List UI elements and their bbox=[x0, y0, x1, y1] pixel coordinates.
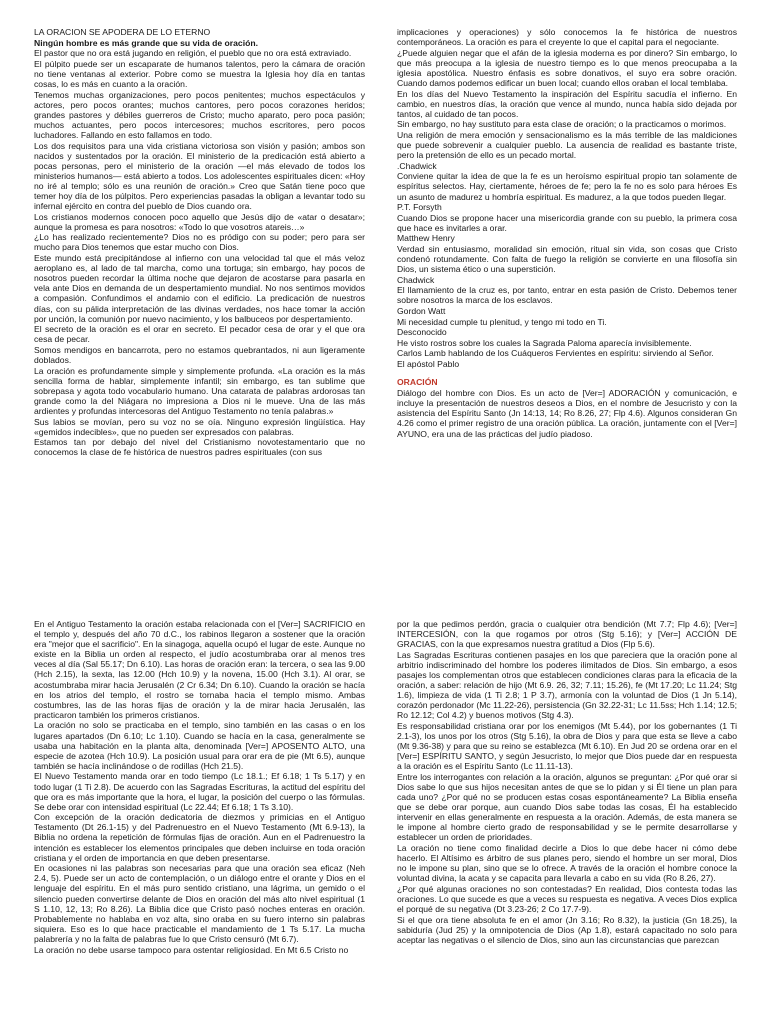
paragraph: Diálogo del hombre con Dios. Es un acto de [Ver=] ADORACIÓN y comunicación, e incluye la presentación de nuestros deseos a Dios, en el nombre de Jesucristo y con la asistencia del Espíritu Santo (Jn 14:13, 14; Ro 8.26, 27; Flp 4.6). Algunos consideran Gn 4.26 como el primer registro de una oración pública. La oración, juntamente con el [Ver=] AYUNO, era una de las prácticas del judío piadoso. bbox=[397, 388, 737, 439]
column-top-left bbox=[34, 27, 365, 559]
quote-author: Matthew Henry bbox=[397, 233, 455, 244]
paragraph: Estamos tan por debajo del nivel del Cristianismo novotestamentario que no conocemos la clase de fe histórica de nuestros padres espirituales (con sus bbox=[34, 437, 365, 458]
paragraph: En los días del Nuevo Testamento la inspiración del Espíritu sacudía el infierno. En cambio, en nuestros días, la oración que vence al mundo, nunca había sido dejada por tantos, al cuidado de tan pocos. bbox=[397, 88, 737, 119]
column-bottom-left bbox=[34, 619, 365, 1024]
quote-author: .Chadwick bbox=[397, 160, 437, 171]
paragraph: ¿Por qué algunas oraciones no son contestadas? En realidad, Dios contesta todas las oraciones. Lo que sucede es que a veces su respuesta es negativa. A veces Dios explica el porqué de su negativa (Dt 3.23-26; 2 Co 17.7-9). bbox=[397, 883, 737, 915]
paragraph: Los dos requisitos para una vida cristiana victoriosa son visión y pasión; ambos son nacidos y sustentados por la oración. El ministerio de la predicación está abierto a pocas personas, pero el ministerio de la oración —el más elevado de todos los ministerios humanos— está abierto a todos. Los adolescentes espirituales dicen: «Hoy no iré al templo; sólo es una reunión de oración.» Creo que Satán tiene poco que temer hoy día de los púlpitos. Pero experiencias pasadas la obligan a levantar todo su infernal ejército en contra del pueblo de Dios cuando ora. bbox=[34, 140, 365, 212]
paragraph: Con excepción de la oración dedicatoria de diezmos y primicias en el Antiguo Testamento (Dt 26.1-15) y del Padrenuestro en el Nuevo Testamento (Mt 6.9-13), la Biblia no ordena la repetición de fórmulas fijas de oración. Aun en el Padrenuestro la intención es establecer los elementos principales que deben incluirse en toda oración cristiana y el orden de importancia en que deben presentarse. bbox=[34, 812, 365, 863]
paragraph: ¿Puede alguien negar que el afán de la iglesia moderna es por dinero? Sin embargo, lo que más preocupa a la iglesia de nuestro tiempo es lo que menos preocupaba a la iglesia apostólica. Nuestro énfasis es sobre donativos, el suyo era sobre oración. Cuando damos podemos edificar un buen local; cuando ellos oraban el local temblaba. bbox=[397, 47, 737, 88]
paragraph: Cuando Dios se propone hacer una misericordia grande con su pueblo, la primera cosa que hace es invitarles a orar. bbox=[397, 212, 737, 233]
quote-author: El apóstol Pablo bbox=[397, 359, 460, 369]
paragraph: Las Sagradas Escrituras contienen pasajes en los que pareciera que la oración pone al arbitrio indiscriminado del hombre los poderes ilimitados de Dios. Sin embargo, a esos pasajes los complementan otros que establecen condiciones claras para la eficacia de la oración, a saber: relación de hijo (Mt 6.9. 26, 32; 7.11; 15.26), fe (Mt 17.20; Lc 11.24; Stg 1.6), limpieza de vida (1 Ti 2.8; 1 P 3.7), armonía con la voluntad de Dios (1 Jn 5.14), corazón perdonador (Mc 11.22-26), persistencia (Gn 32.22-31; Lc 11.5ss; Hch 1.14; 12.5; Ro 12.12; Col 4.2) y buenos motivos (Stg 4.3). bbox=[397, 649, 737, 721]
paragraph: La oración no debe usarse tampoco para ostentar religiosidad. En Mt 6.5 Cristo no bbox=[34, 944, 349, 955]
paragraph: Sus labios se movían, pero su voz no se oía. Ninguno expresión lingüística. Hay «gemidos indecibles», que no pueden ser expresados con palabras. bbox=[34, 416, 365, 437]
paragraph: He visto rostros sobre los cuales la Sagrada Paloma aparecía invisiblemente. bbox=[397, 337, 692, 348]
article-title: LA ORACION SE APODERA DE LO ETERNO bbox=[34, 27, 211, 37]
paragraph: El pastor que no ora está jugando en religión, el pueblo que no ora está extraviado. bbox=[34, 48, 352, 59]
paragraph: ¿Lo has realizado recientemente? Dios no es pródigo con su poder; pero para ser mucho para Dios tenemos que estar mucho con Dios. bbox=[34, 232, 365, 253]
paragraph: Entre los interrogantes con relación a la oración, algunos se preguntan: ¿Por qué orar si Dios sabe lo que sus hijos necesitan antes de que se lo pidan y si Él tiene un plan para cada uno? ¿Por qué no se producen estas cosas espontáneamente? La Biblia enseña que se debe orar porque, aun cuando Dios sabe todas las cosas, Él ha establecido intervenir en ellas generalmente en respuesta a la oración. Además, de esta manera se le impone al hombre cierto grado de responsabilidad y se le permite desarrollarse y establecer un orden de prioridades. bbox=[397, 771, 737, 843]
column-top-right bbox=[397, 27, 737, 559]
paragraph: La oración no solo se practicaba en el templo, sino también en las casas o en los lugares apartados (Dn 6.10; Lc 1.10). Cuando se hacía en la casa, generalmente se usaba una habitación en la planta alta, denominada [Ver=] APOSENTO ALTO, una especie de azotea (Hch 10.9). La posición usual para orar era de pie (Mt 6.5), aunque también se hacía inclinándose o de rodillas (Hch 21.5). bbox=[34, 720, 365, 771]
quote-author: Chadwick bbox=[397, 274, 435, 285]
quote-author: P.T. Forsyth bbox=[397, 202, 442, 213]
paragraph: Verdad sin entusiasmo, moralidad sin emoción, ritual sin vida, son cosas que Cristo condenó rotundamente. Con falta de fuego la religión se convierte en una filosofía sin Dios, un sistema ético o una superstición. bbox=[397, 243, 737, 275]
paragraph: La oración no tiene como finalidad decirle a Dios lo que debe hacer ni cómo debe hacerlo. El Altísimo es árbitro de sus planes pero, siendo el hombre un ser moral, Dios no le impone su plan, sino que se lo ofrece. A través de la oración el hombre conoce la voluntad divina, la acata y se capacita para llevarla a cabo en su vida (Ro 8.26, 27). bbox=[397, 843, 737, 884]
paragraph: Los cristianos modernos conocen poco aquello que Jesús dijo de «atar o desatar»; aunque la promesa es para nosotros: «Todo lo que vosotros atareis…» bbox=[34, 211, 365, 232]
paragraph: Este mundo está precipitándose al infierno con una velocidad tal que el más veloz aeroplano es, al lado de tal marcha, como una tortuga; sin embargo, hay pocos de nosotros pueden recordar la última noche que dejaron de acostarse para pasarla en vela ante Dios en demanda de un despertamiento mundial. No nos sentimos movidos a compasión. Confundimos el andamio con el edificio. La predicación de nuestros días, con su pálida interpretación de las divinas verdades, nos hace tomar la acción por unción, la comunión por nuevo nacimiento, y los balbuceos por despertamiento. bbox=[34, 253, 365, 324]
quote-author: Desconocido bbox=[397, 327, 447, 338]
paragraph: Mi necesidad cumple tu plenitud, y tengo mi todo en Ti. bbox=[397, 316, 607, 327]
paragraph: El secreto de la oración es el orar en secreto. El pecador cesa de orar y el que ora cesa de pecar. bbox=[34, 324, 365, 345]
paragraph: Conviene quitar la idea de que la fe es un heroísmo espiritual propio tan solamente de espíritus selectos. Hay, ciertamente, héroes de fe; pero la fe no es solo para héroes Es un asunto de madurez u hombría espiritual. Es madurez, a la que todos pueden llegar. bbox=[397, 171, 737, 202]
paragraph: por la que pedimos perdón, gracia o cualquier otra bendición (Mt 7.7; Flp 4.6); [Ver=] INTERCESIÓN, con la que rogamos por otros (Stg 5.16); y [Ver=] ACCIÓN DE GRACIAS, con la que expresamos nuestra gratitud a Dios (Flp 5.6). bbox=[397, 619, 737, 650]
paragraph: Somos mendigos en bancarrota, pero no estamos quebrantados, ni aun ligeramente doblados. bbox=[34, 344, 365, 365]
paragraph: Tenemos muchas organizaciones, pero pocos penitentes; muchos espectáculos y actores, pero pocos orantes; muchos cantores, pero pocos corazones heridos; grandes pastores y débiles guerreros de Cristo; mucho aparato, pero poca pasión; muchos actuantes, pero pocos intercesores; muchos escritores, pero pocos luchadores. Fallando en esto fallamos en todo. bbox=[34, 89, 365, 140]
paragraph: Carlos Lamb hablando de los Cuáqueros Fervientes en espíritu: sirviendo al Señor. bbox=[397, 348, 714, 359]
paragraph: implicaciones y operaciones) y sólo conocemos la fe histórica de nuestros contemporáneos. La oración es para el creyente lo que el capital para el negociante. bbox=[397, 27, 737, 48]
paragraph: En ocasiones ni las palabras son necesarias para que una oración sea eficaz (Neh 2.4, 5). Puede ser un acto de contemplación, o un diálogo entre el orante y Dios en el lenguaje del espíritu. En el más puro sentido cristiano, una lágrima, un gemido o el silencio pueden convertirse delante de Dios en oración del más alto nivel espiritual (1 S 1.10, 12, 13; Ro 8.26). La Biblia dice que Cristo pasó noches enteras en oración. Probablemente no hablaba en voz alta, sino oraba en su fuero interno sin palabras siquiera. Eso es lo que hace practicable el mandamiento de 1 Ts 5.17. La mucha palabrería y no la falta de palabras fue lo que Cristo censuró (Mt 6.7). bbox=[34, 863, 365, 944]
paragraph: En el Antiguo Testamento la oración estaba relacionada con el [Ver=] SACRIFICIO en el templo y, después del año 70 d.C., los rabinos llegaron a sostener que la oración era "mejor que el sacrificio". En la sinagoga, aquella ocupó el lugar de este. Aunque no existe en la Biblia un orden al respecto, el judío acostumbraba orar al menos tres veces al día (Sal 55.17; Dn 6.10). Las horas de oración eran: la tercera, o sea las 9.00 (Hch 2.15), la sexta, las 12.00 (Hch 10.9) y la novena, 15.00 (Hch 3.1). Al orar, se acostumbraba mirar hacia Jerusalén (2 Cr 6.34; Dn 6.10). Cuando la oración se hacía en los atrios del templo, el rostro se tornaba hacia el templo mismo. Ambas costumbres, las de las horas fijas de oración y la de mirar hacia Jerusalén, las practicaron también los primeros cristianos. bbox=[34, 619, 365, 720]
paragraph: El llamamiento de la cruz es, por tanto, entrar en esta pasión de Cristo. Debemos tener sobre nosotros la marca de los esclavos. bbox=[397, 285, 737, 306]
paragraph: El Nuevo Testamento manda orar en todo tiempo (Lc 18.1.; Ef 6.18; 1 Ts 5.17) y en todo lugar (1 Ti 2.8). De acuerdo con las Sagradas Escrituras, la actitud del espíritu del que ora es más importante que la hora, el lugar, la posición del cuerpo o las fórmulas. Se debe orar con intensidad espiritual (Lc 22.44; Ef 6.18; 1 Ts 3.10). bbox=[34, 771, 365, 812]
quote-author: Gordon Watt bbox=[397, 306, 446, 317]
article-subtitle: Ningún hombre es más grande que su vida de oración. bbox=[34, 37, 258, 48]
paragraph: El púlpito puede ser un escaparate de humanos talentos, pero la cámara de oración no tiene ventanas al exterior. Pobre como se muestra la Iglesia hoy día en tantas cosas, lo es más en cuanto a la oración. bbox=[34, 58, 365, 89]
paragraph: Si el que ora tiene absoluta fe en el amor (Jn 3.16; Ro 8.32), la justicia (Gn 18.25), la sabiduría (Jud 25) y la omnipotencia de Dios (Ap 1.8), estará capacitado no solo para aceptar las negativas o el silencio de Dios, sino aun las circunstancias que parezcan bbox=[397, 914, 737, 945]
paragraph: Sin embargo, no hay sustituto para esta clase de oración; o la practicamos o morimos. bbox=[397, 119, 727, 130]
paragraph: Es responsabilidad cristiana orar por los enemigos (Mt 5.44), por los gobernantes (1 Ti 2.1-3), los unos por los otros (Stg 5.16), la obra de Dios y para que esta se lleve a cabo (Mt 9.36-38) y para que su reino se establezca (Mt 6.10). En Jud 20 se ordena orar en el [Ver=] ESPÍRITU SANTO, y según Jesucristo, lo mejor que Dios puede dar en respuesta a la oración es el Espíritu Santo (Lc 11.11-13). bbox=[397, 720, 737, 772]
paragraph: La oración es profundamente simple y simplemente profunda. «La oración es la más sencilla forma de hablar, simplemente infantil; sin embargo, es tan sublime que sobrepasa y agota todo vocabulario humano. Una catarata de palabras ardorosas tan grande como la del Niágara no impresiona a Dios ni le mueve. Una de las más ardientes y profundas intercesoras del Antiguo Testamento no tenía palabras.» bbox=[34, 365, 365, 416]
section-title: ORACIÓN bbox=[397, 377, 438, 388]
paragraph: Una religión de mera emoción y sensacionalismo es la más terrible de las maldiciones que puede sobrevenir a cualquier pueblo. La ausencia de realidad es bastante triste, pero la pretensión de ello es un pecado mortal. bbox=[397, 129, 737, 161]
column-bottom-right bbox=[397, 619, 737, 1024]
